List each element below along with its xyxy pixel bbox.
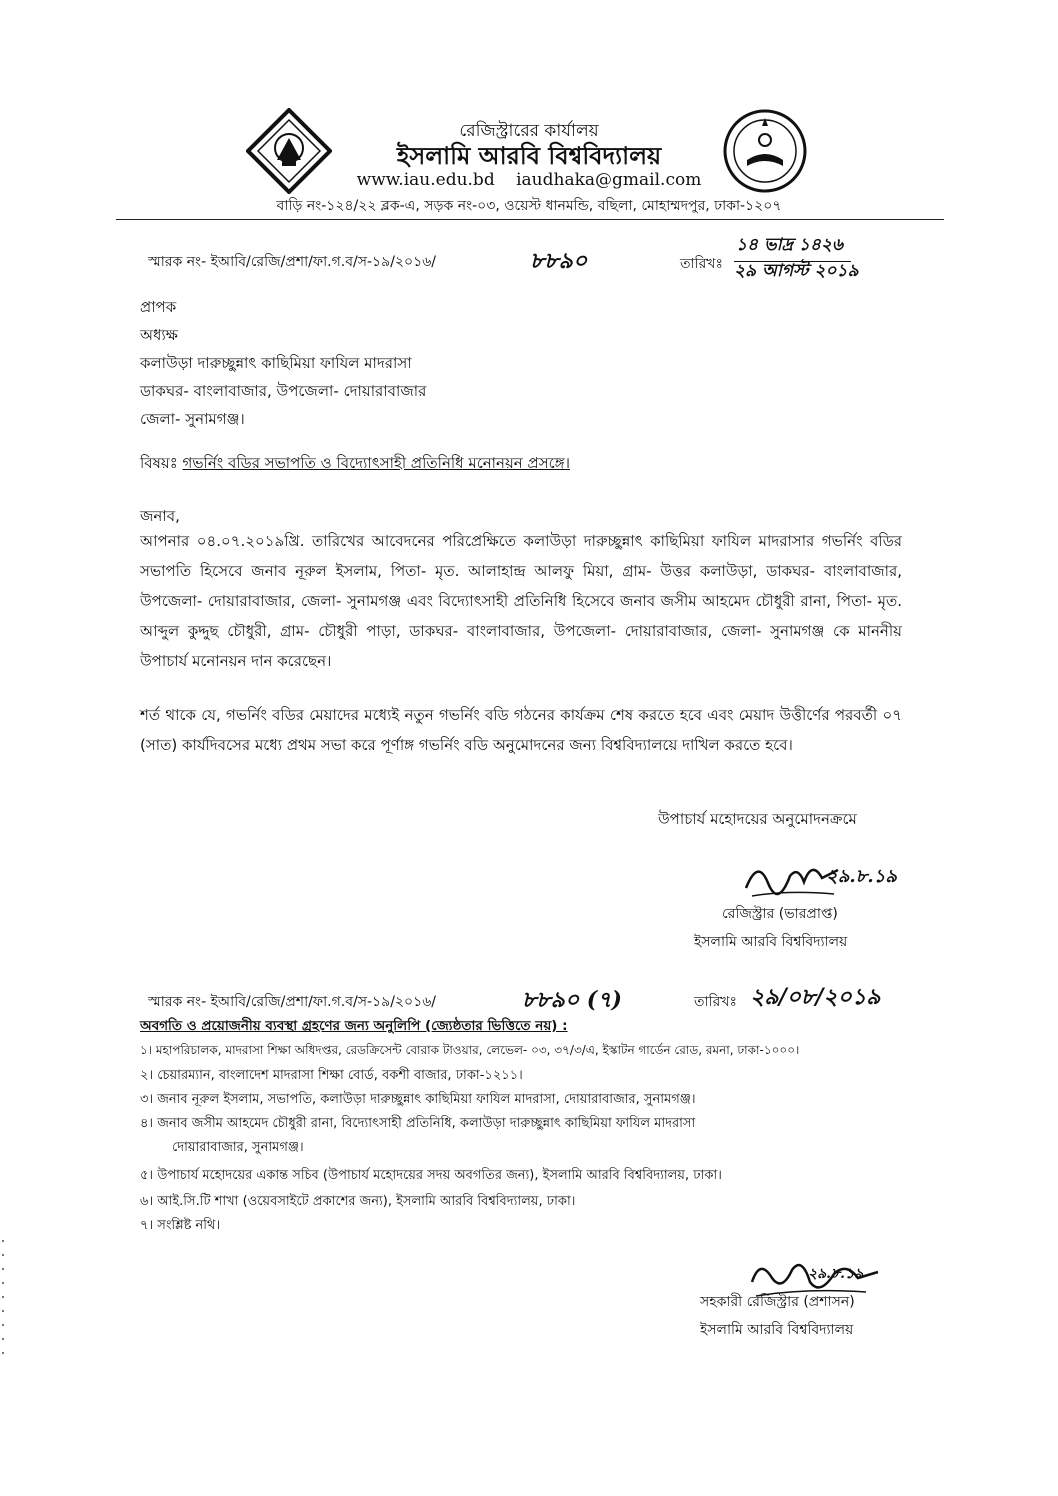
scan-margin-dots bbox=[2, 1240, 6, 1366]
copy-list-item: ৪। জনাব জসীম আহমেদ চৌধুরী রানা, বিদ্যোৎসাহী প্রতিনিধি, কলাউড়া দারুচ্ছুন্নাৎ কাছিমিয়া ফাযিল মাদরাসা bbox=[140, 1116, 696, 1131]
body-paragraph-1: আপনার ০৪.০৭.২০১৯খ্রি. তারিখের আবেদনের পরিপ্রেক্ষিতে কলাউড়া দারুচ্ছুন্নাৎ কাছিমিয়া ফাযিল মাদরাসার গভর্নিং বডির সভাপতি হিসেবে জনাব নূরুল ইসলাম, পিতা- মৃত. আলাহান্দ্র আলফু মিয়া, গ্রাম- উত্তর কলাউড়া, ডাকঘর- বাংলাবাজার, উপজেলা- দোয়ারাবাজার, জেলা- সুনামগঞ্জ এবং বিদ্যোৎসাহী প্রতিনিধি হিসেবে জনাব জসীম আহমেদ চৌধুরী রানা, পিতা- মৃত. আব্দুল কুদ্দুছ চৌধুরী, গ্রাম- চৌধুরী পাড়া, ডাকঘর- বাংলাবাজার, উপজেলা- দোয়ারাবাজার, জেলা- সুনামগঞ্জ কে মাননীয় উপাচার্য মনোনয়ন দান করেছেন। bbox=[140, 532, 902, 670]
memo2-date-handwritten: ২৯/০৮/২০১৯ bbox=[750, 984, 881, 1010]
copy-list-item: ৬। আই.সি.টি শাখা (ওয়েবসাইটে প্রকাশের জন্য), ইসলামি আরবি বিশ্ববিদ্যালয়, ঢাকা। bbox=[140, 1194, 576, 1209]
body-paragraph-2: শর্ত থাকে যে, গভর্নিং বডির মেয়াদের মধ্যেই নতুন গভর্নিং বডি গঠনের কার্যক্রম শেষ করতে হবে এবং মেয়াদ উত্তীর্ণের পরবর্তী ০৭ (সাত) কার্যদিবসের মধ্যে প্রথম সভা করে পূর্ণাঙ্গ গভর্নিং বডি অনুমোদনের জন্য বিশ্ববিদ্যালয়ে দাখিল করতে হবে। bbox=[140, 706, 902, 754]
header-divider bbox=[116, 219, 944, 220]
copy-list-item: ৫। উপাচার্য মহোদয়ের একান্ত সচিব (উপাচার্য মহোদয়ের সদয় অবগতির জন্য), ইসলামি আরবি বিশ্ববিদ্যালয়, ঢাকা। bbox=[140, 1168, 722, 1183]
contact-line bbox=[0, 170, 1058, 190]
assistant-registrar-org: ইসলামি আরবি বিশ্ববিদ্যালয় bbox=[700, 1322, 854, 1338]
recipient-line: প্রাপক bbox=[140, 298, 177, 316]
recipient-line: কলাউড়া দারুচ্ছুন্নাৎ কাছিমিয়া ফাযিল মাদরাসা bbox=[140, 354, 412, 372]
memo2-date-label: তারিখঃ bbox=[694, 994, 737, 1010]
office-name: রেজিস্ট্রারের কার্যালয় bbox=[459, 121, 599, 141]
recipient-line: অধ্যক্ষ bbox=[140, 326, 178, 344]
recipient-line: জেলা- সুনামগঞ্জ। bbox=[140, 410, 245, 428]
approval-note: উপাচার্য মহোদয়ের অনুমোদনক্রমে bbox=[658, 810, 857, 828]
registrar-org: ইসলামি আরবি বিশ্ববিদ্যালয় bbox=[694, 934, 848, 950]
subject-label: বিষয়ঃ bbox=[140, 454, 178, 472]
date-handwritten-english: ২৯ আগস্ট ২০১৯ bbox=[734, 261, 859, 281]
salutation: জনাব, bbox=[140, 507, 180, 525]
subject-line bbox=[140, 452, 570, 477]
date-label: তারিখঃ bbox=[680, 256, 723, 272]
university-address: বাড়ি নং-১২৪/২২ ব্লক-এ, সড়ক নং-০৩, ওয়েস্ট ধানমন্ডি, বছিলা, মোহাম্মদপুর, ঢাকা-১২০৭ bbox=[276, 198, 782, 214]
email-link[interactable]: iaudhaka@gmail.com bbox=[516, 170, 702, 190]
memo-ref-handwritten: ৮৮৯০ bbox=[530, 248, 588, 274]
university-name: ইসলামি আরবি বিশ্ববিদ্যালয় bbox=[396, 142, 662, 170]
registrar-title: রেজিস্ট্রার (ভারপ্রাপ্ত) bbox=[722, 906, 838, 922]
copy-list-item: ৩। জনাব নূরুল ইসলাম, সভাপতি, কলাউড়া দারুচ্ছুন্নাৎ কাছিমিয়া ফাযিল মাদরাসা, দোয়ারাবাজার, সুনামগঞ্জ। bbox=[140, 1092, 696, 1107]
copy-list-item: ১। মহাপরিচালক, মাদরাসা শিক্ষা অধিদপ্তর, রেডক্রিসেন্ট বোরাক টাওয়ার, লেভেল- ০৩, ৩৭/৩/এ, ইস্কাটন গার্ডেন রোড, রমনা, ঢাকা-১০০০। bbox=[140, 1043, 800, 1057]
copy-list-title: অবগতি ও প্রয়োজনীয় ব্যবস্থা গ্রহণের জন্য অনুলিপি (জ্যেষ্ঠতার ভিত্তিতে নয়) : bbox=[140, 1018, 568, 1034]
signature2-date-handwritten: ২৯.৮.১৯ bbox=[808, 1266, 864, 1282]
website-link[interactable]: www.iau.edu.bd bbox=[356, 170, 495, 190]
copy-list-item-continued: দোয়ারাবাজার, সুনামগঞ্জ। bbox=[172, 1140, 304, 1155]
memo-ref-label: স্মারক নং- ইআবি/রেজি/প্রশা/ফা.গ.ব/স-১৯/২০১৬/ bbox=[148, 254, 437, 270]
recipient-line: ডাকঘর- বাংলাবাজার, উপজেলা- দোয়ারাবাজার bbox=[140, 382, 427, 400]
copy-list-item: ৭। সংশ্লিষ্ট নথি। bbox=[140, 1218, 221, 1233]
memo2-ref-label: স্মারক নং- ইআবি/রেজি/প্রশা/ফা.গ.ব/স-১৯/২০১৬/ bbox=[148, 994, 437, 1010]
subject-text: গভর্নিং বডির সভাপতি ও বিদ্যোৎসাহী প্রতিনিধি মনোনয়ন প্রসঙ্গে। bbox=[182, 454, 570, 472]
memo2-ref-handwritten: ৮৮৯০ (৭) bbox=[522, 987, 622, 1013]
signature-date-handwritten: ২৯.৮.১৯ bbox=[826, 866, 897, 887]
assistant-registrar-title: সহকারী রেজিস্ট্রার (প্রশাসন) bbox=[700, 1294, 855, 1310]
copy-list-item: ২। চেয়ারম্যান, বাংলাদেশ মাদরাসা শিক্ষা বোর্ড, বকশী বাজার, ঢাকা-১২১১। bbox=[140, 1068, 523, 1083]
date-handwritten-bengali: ১৪ ভাদ্র ১৪২৬ bbox=[734, 232, 851, 262]
